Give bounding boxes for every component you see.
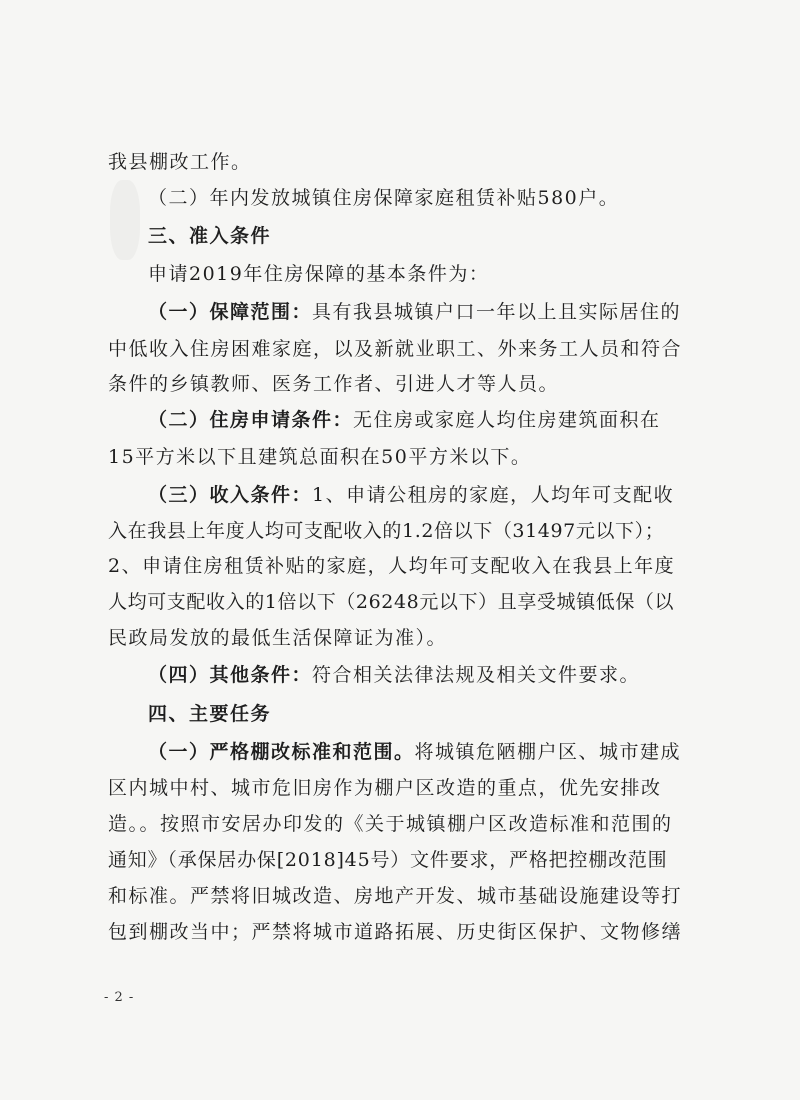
body-line-18: 区内城中村、城市危旧房作为棚户区改造的重点，优先安排改 [108,777,662,799]
body-line-12: 2、申请住房租赁补贴的家庭，人均年可支配收入在我县上年度 [108,555,676,577]
page-number: - 2 - [104,990,135,1005]
body-line-21: 和标准。严禁将旧城改造、房地产开发、城市基础设施建设等打 [108,885,683,907]
section-heading-3: 三、准入条件 [148,225,272,247]
body-line-20: 通知》（承保居办保[2018]45号）文件要求，严格把控棚改范围 [108,849,668,871]
body-line-19: 造。。按照市安居办印发的《关于城镇棚户区改造标准和范围的 [108,813,673,835]
body-line-11: 入在我县上年度人均可支配收入的1.2倍以下（31497元以下）； [108,520,665,542]
body-line-7: 条件的乡镇教师、医务工作者、引进人才等人员。 [108,373,560,395]
body-line-14: 民政局发放的最低生活保障证为准）。 [108,627,448,649]
body-line-6: 中低收入住房困难家庭，以及新就业职工、外来务工人员和符合 [108,338,683,360]
clause-2-line: （二）住房申请条件：无住房或家庭人均住房建筑面积在 [148,409,661,431]
scan-smudge [110,180,140,260]
clause-4-line: （四）其他条件：符合相关法律法规及相关文件要求。 [148,664,641,686]
body-line-1: 我县棚改工作。 [108,151,252,173]
section-heading-4: 四、主要任务 [148,703,272,725]
clause-3-line: （三）收入条件：1、申请公租房的家庭，人均年可支配收 [148,484,675,506]
task-1-line: （一）严格棚改标准和范围。将城镇危陋棚户区、城市建成 [148,741,682,763]
clause-1-line: （一）保障范围：具有我县城镇户口一年以上且实际居住的 [148,301,682,323]
body-line-13: 人均可支配收入的1倍以下（26248元以下）且享受城镇低保（以 [108,591,675,613]
body-line-22: 包到棚改当中；严禁将城市道路拓展、历史街区保护、文物修缮 [108,921,683,943]
body-line-9: 15平方米以下且建筑总面积在50平方米以下。 [108,446,532,468]
body-line-4: 申请2019年住房保障的基本条件为： [148,263,490,285]
body-line-2: （二）年内发放城镇住房保障家庭租赁补贴580户。 [148,187,620,209]
